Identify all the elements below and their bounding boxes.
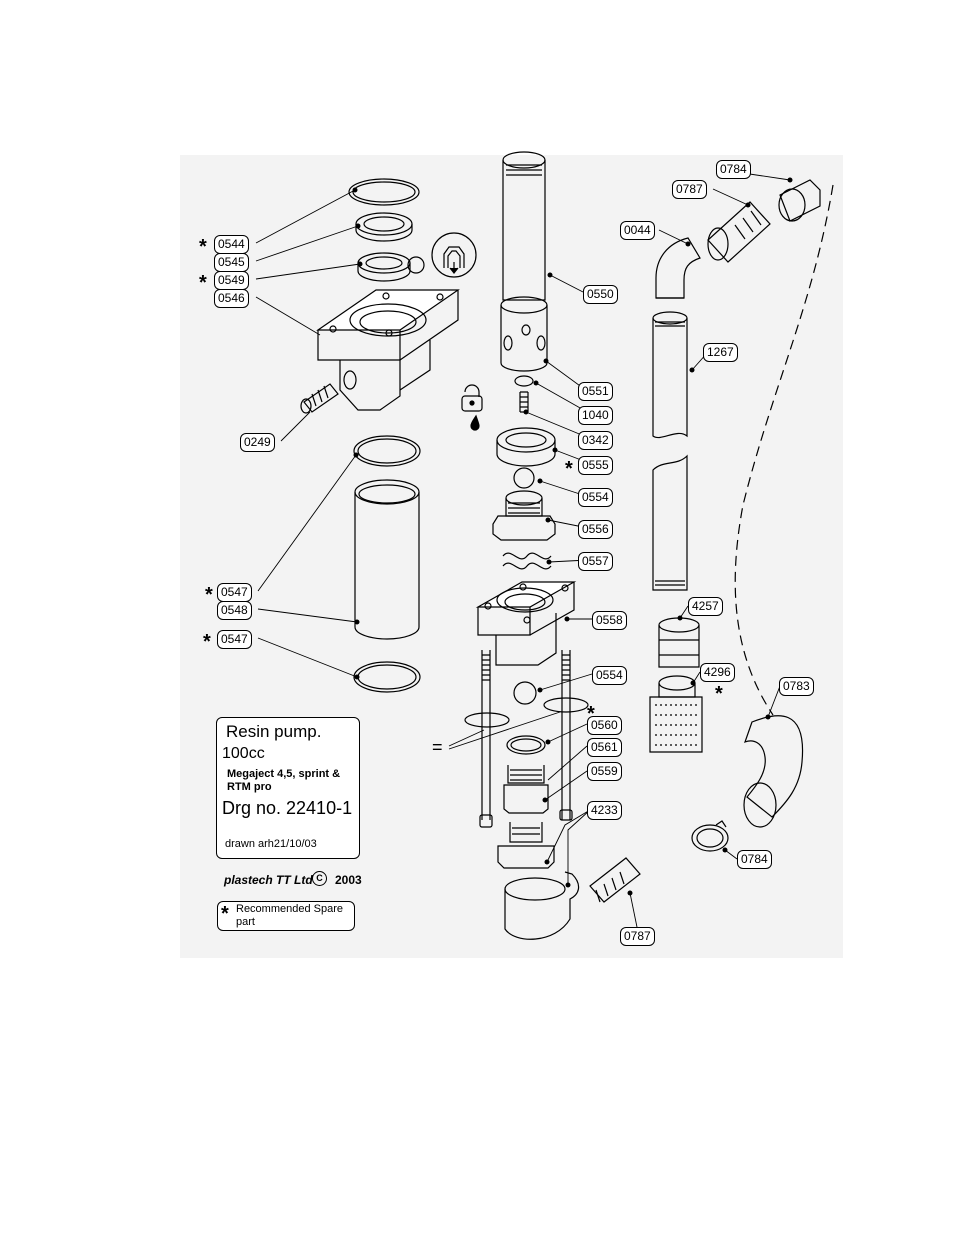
pipe-1267 [653,312,687,590]
label-0547-bottom: 0547 [217,630,252,649]
oil-drop-icon [471,416,479,430]
o-ring-bottom [354,662,420,692]
label-0559: 0559 [587,762,622,781]
o-ring-top [354,436,420,466]
spare-star-0555: * [565,458,573,480]
spare-star-0547-bottom: * [203,631,211,653]
ball-0554-upper [514,468,534,488]
label-0784-bottom: 0784 [737,850,772,869]
label-0342: 0342 [578,431,613,450]
copyright-year: 2003 [335,873,362,887]
label-0545: 0545 [214,253,249,272]
label-0556: 0556 [578,520,613,539]
label-0787-top: 0787 [672,180,707,199]
label-0044: 0044 [620,221,655,240]
drawn-by: drawn arh21/10/03 [225,838,317,850]
pump-head-block [318,290,458,410]
seal-cup-0555 [497,428,555,466]
washer-0560 [507,736,545,754]
spare-star-0544: * [199,236,207,258]
label-0560: 0560 [587,716,622,735]
label-0561: 0561 [587,738,622,757]
upper-tube-0550 [503,152,545,300]
valve-seat-0556 [493,491,555,540]
label-0249: 0249 [240,433,275,452]
cylinder-barrel [355,480,419,639]
label-1267: 1267 [703,343,738,362]
company-name: plastech TT Ltd [224,873,313,887]
spare-star-0547-top: * [205,584,213,606]
title-line-1: Resin pump. [226,722,322,741]
label-0548: 0548 [217,601,252,620]
piston-body-0551 [501,297,547,371]
spare-star-4296: * [715,683,723,705]
title-line-2: 100cc [222,745,265,762]
legend-star-icon: * [221,903,229,925]
label-0555: 0555 [578,456,613,475]
label-0551: 0551 [578,382,613,401]
pin-and-spring [515,376,533,412]
hose-tail-0787-top [708,202,770,262]
label-4296: 4296 [700,663,735,682]
hose-clip-0784 [692,821,728,851]
label-4257: 4257 [688,597,723,616]
legend-text: Recommended Spare part [236,903,344,928]
equals-sign: = [432,737,443,757]
hose-0783 [744,716,803,827]
label-0557: 0557 [578,552,613,571]
label-0550: 0550 [583,285,618,304]
label-0558: 0558 [592,611,627,630]
label-0554-upper: 0554 [578,488,613,507]
label-0547-top: 0547 [217,583,252,602]
spare-star-0549: * [199,272,207,294]
spring-0557 [503,553,551,569]
spare-star-0560: * [587,703,595,725]
seal-part [358,253,424,281]
strainer-4296 [650,676,702,752]
label-1040: 1040 [578,406,613,425]
elbow-assembly-4233 [498,822,640,939]
label-0549: 0549 [214,271,249,290]
copyright-icon: C [312,871,327,886]
ball-0554-lower [514,682,536,704]
label-0787-bottom: 0787 [620,927,655,946]
hose-path-dashed [735,185,833,715]
hose-fitting-0784-top [779,180,820,221]
snap-ring-part [349,179,419,205]
label-0554-lower: 0554 [592,666,627,685]
lock-icon [462,385,482,411]
nut-0561-0559 [504,765,548,813]
socket-4257 [659,618,699,667]
label-4233: 4233 [587,801,622,820]
title-line-3: Megaject 4,5, sprint & RTM pro [227,768,341,793]
label-0783: 0783 [779,677,814,696]
drawing-number: Drg no. 22410-1 [222,798,353,818]
label-0544: 0544 [214,235,249,254]
title-block [216,717,360,859]
elbow-0044 [656,238,700,298]
seal-profile-icon [432,233,476,277]
label-0546: 0546 [214,289,249,308]
valve-block-0558 [478,582,574,665]
legend-box [217,901,355,931]
fitting-part-0249 [301,384,338,413]
washer-part [356,213,412,241]
label-0784-top: 0784 [716,160,751,179]
